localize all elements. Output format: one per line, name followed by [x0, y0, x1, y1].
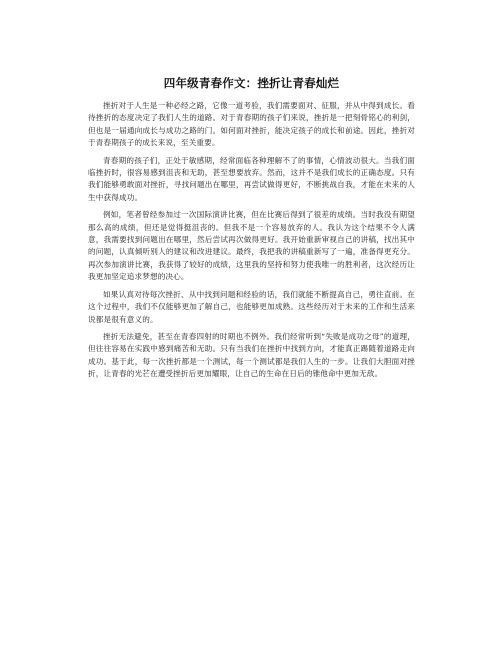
document-title: 四年级青春作文：挫折让青春灿烂 — [163, 76, 340, 90]
document-page — [88, 76, 415, 386]
paragraph-4: 如果认真对待每次挫折、从中找到问题和经验的话，我们就能不断提高自己，勇往直前。在这个过程中，我们不仅能够更加了解自己，也能够更加成熟。这些经历对于未来的工作和生活来说都是很有意义的。 — [88, 289, 415, 324]
paragraph-3: 例如，笔者曾经参加过一次国际演讲比赛，但在比赛后得到了很差的成绩。当时我没有期望那么高的成绩，但还是觉得挺沮丧的。但我不是一个容易放弃的人。我认为这个结果不令人满意，我需要找到问题出在哪里，然后尝试再次做得更好。我开始重新审视自己的讲稿，找出其中的问题，认真倾听别人的建议和改进建议。最终，我把我的讲稿重新写了一遍，准备得更充分。再次参加演讲比赛，我获得了较好的成绩，这里我的坚持和努力使我唯一的胜利者，这次经历让我更加坚定追求梦想的决心。 — [88, 210, 415, 282]
paragraph-2: 青春期的孩子们，正处于敏感期，经常面临各种理解不了的事情，心情波动很大。当我们面临挫折时，很容易感到沮丧和无助，甚至想要放弃。然而，这并不是我们成长的正确态度。只有我们能够勇敢面对挫折，寻找问题出在哪里，再尝试做得更好，不断挑战自我，才能在未来的人生中获得成功。 — [88, 155, 415, 202]
paragraph-5: 挫折无法避免，甚至在青春四射的时期也不例外。我们经常听到“失败是成功之母”的道理，但往往容易在实践中感到痛苦和无助。只有当我们在挫折中找到方向，才能真正踢随着道路走向成功。基于此，每一次挫折都是一个测试，每一个测试都是我们人生的一步。让我们大胆面对挫折，让青春的光芒在遭受挫折后更加耀眼，让自己的生命在日后的锥他命中更加无敌。 — [88, 331, 415, 379]
paragraph-1: 挫折对于人生是一种必经之路，它像一道考验，我们需要面对、征服，并从中得到成长。看待挫折的态度决定了我们人生的道路。对于青春期的孩子们来说，挫折是一把刻骨铭心的利剑，但也是一届通向成长与成功之路的门。如何面对挫折，能决定孩子的成长和前途。因此，挫折对于青春期孩子的成长来说，至关重要。 — [88, 101, 415, 148]
